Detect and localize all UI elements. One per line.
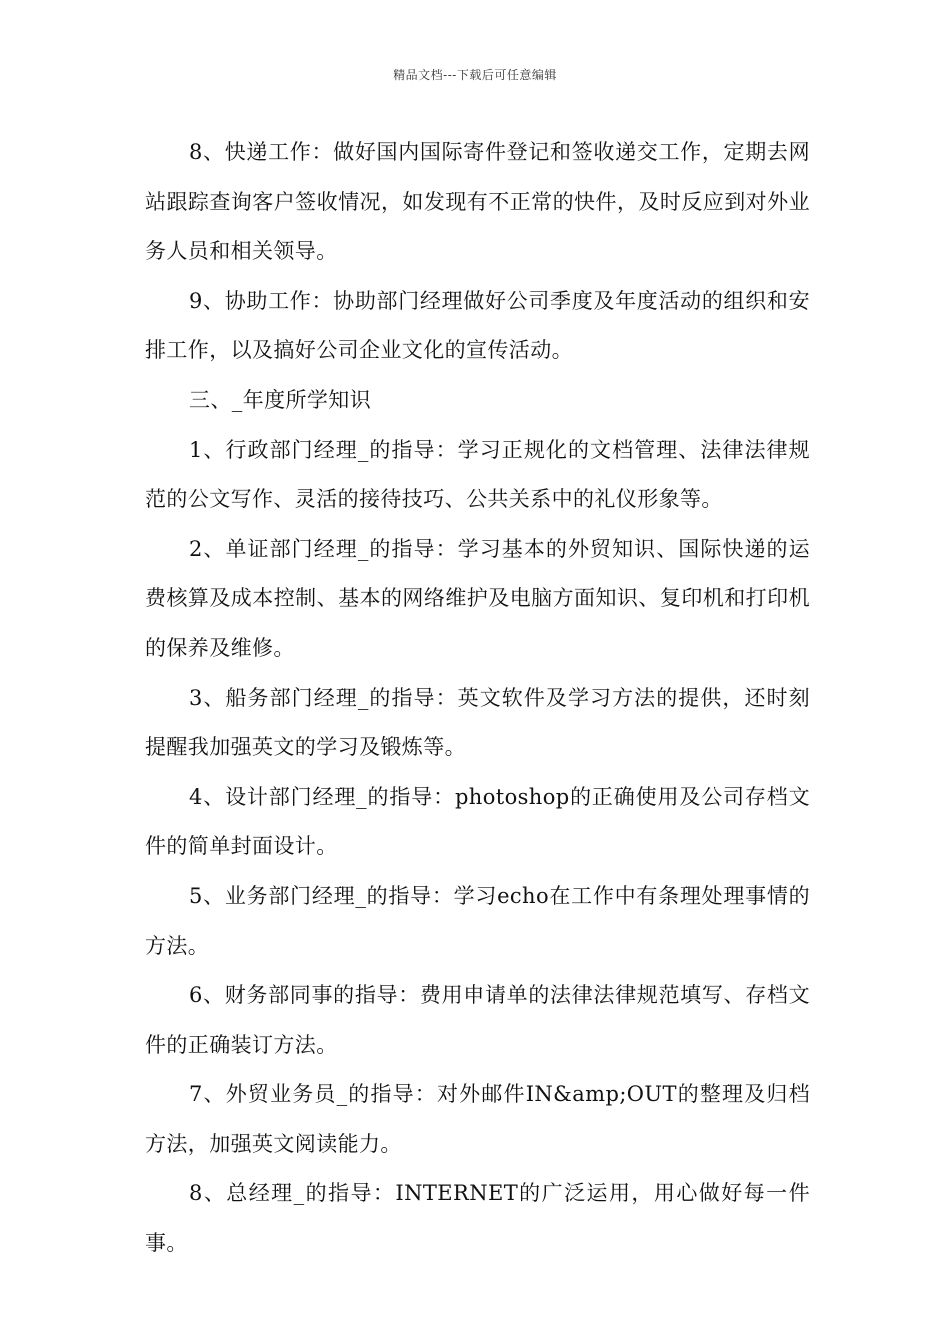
paragraph-finance-guidance: 6、财务部同事的指导：费用申请单的法律法律规范填写、存档文件的正确装订方法。 bbox=[145, 983, 810, 1057]
paragraph-assist-work: 9、协助工作：协助部门经理做好公司季度及年度活动的组织和安排工作，以及搞好公司企业文化的宣传活动。 bbox=[145, 288, 810, 363]
paragraph-documents-guidance: 2、单证部门经理_的指导：学习基本的外贸知识、国际快递的运费核算及成本控制、基本的网络维护及电脑方面知识、复印机和打印机的保养及维修。 bbox=[145, 536, 810, 660]
paragraph-business-guidance: 5、业务部门经理_的指导：学习echo在工作中有条理处理事情的方法。 bbox=[145, 883, 810, 958]
paragraph-design-guidance: 4、设计部门经理_的指导：photoshop的正确使用及公司存档文件的简单封面设计。 bbox=[145, 784, 810, 859]
paragraph-trade-guidance: 7、外贸业务员_的指导：对外邮件IN&amp;OUT的整理及归档方法，加强英文阅读能力。 bbox=[145, 1082, 810, 1156]
paragraph-manager-guidance: 8、总经理_的指导：INTERNET的广泛运用，用心做好每一件事。 bbox=[145, 1181, 810, 1256]
paragraph-express-work: 8、快递工作：做好国内国际寄件登记和签收递交工作，定期去网站跟踪查询客户签收情况，如发现有不正常的快件，及时反应到对外业务人员和相关领导。 bbox=[145, 140, 810, 264]
section-heading-knowledge: 三、_年度所学知识 bbox=[189, 387, 372, 412]
page-header: 精品文档---下载后可任意编辑 bbox=[393, 68, 557, 82]
paragraph-admin-guidance: 1、行政部门经理_的指导：学习正规化的文档管理、法律法律规范的公文写作、灵活的接待技巧、公共关系中的礼仪形象等。 bbox=[145, 437, 810, 512]
document-body bbox=[145, 128, 810, 1269]
paragraph-shipping-guidance: 3、船务部门经理_的指导：英文软件及学习方法的提供，还时刻提醒我加强英文的学习及锻炼等。 bbox=[145, 685, 810, 760]
